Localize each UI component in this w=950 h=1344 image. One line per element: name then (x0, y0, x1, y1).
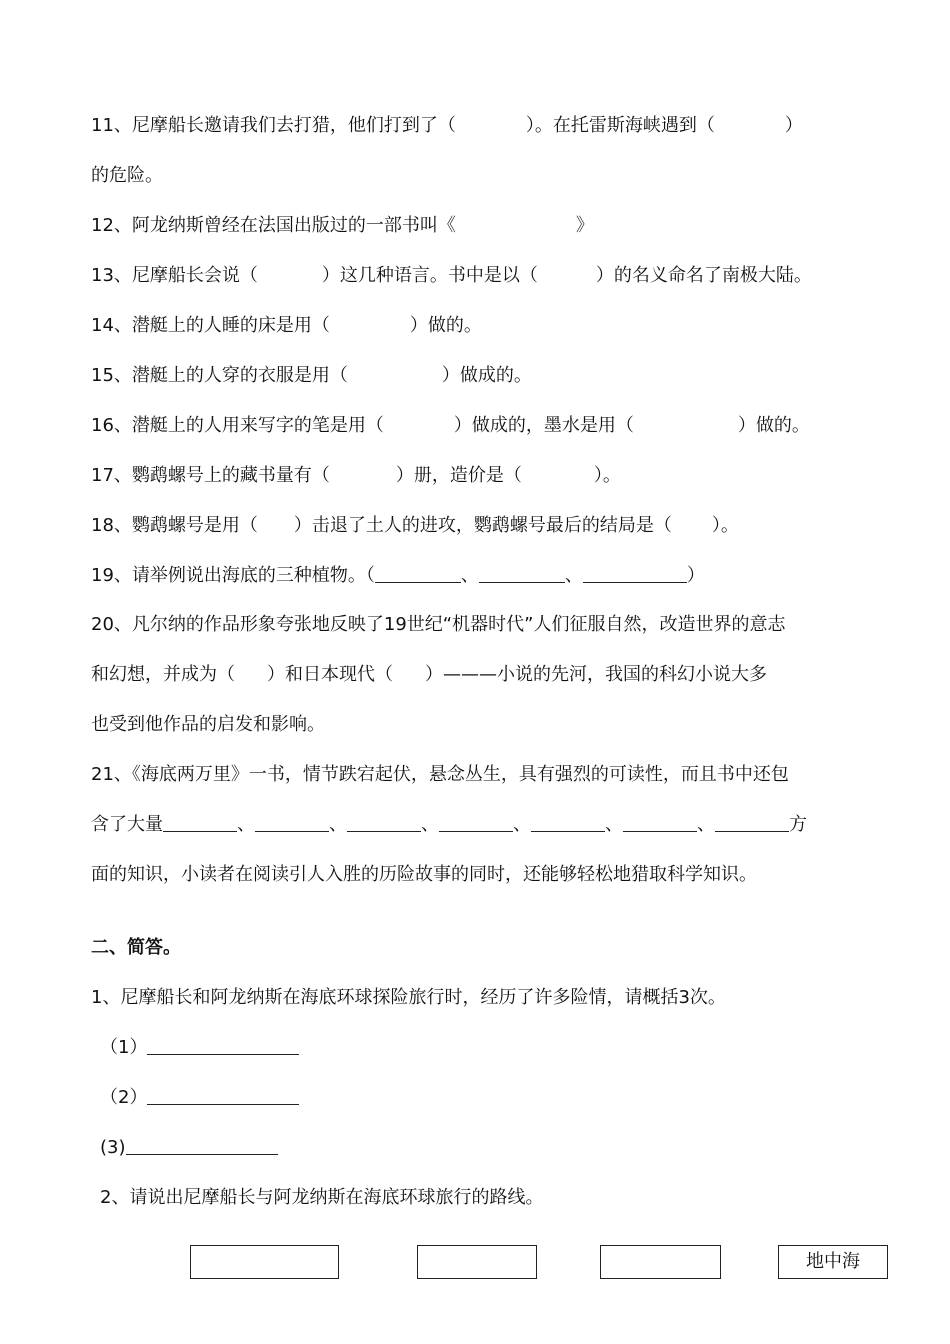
route-box-3[interactable] (600, 1245, 721, 1279)
answer-underline[interactable] (623, 813, 697, 832)
route-box-1[interactable] (190, 1245, 339, 1279)
short-answer-2: 2、请说出尼摩船长与阿龙纳斯在海底环球旅行的路线。 (100, 1187, 544, 1208)
question-11: 11、尼摩船长邀请我们去打猎，他们打到了（ ）。在托雷斯海峡遇到（ ） (91, 115, 803, 136)
question-18: 18、鹦鹉螺号是用（ ）击退了土人的进攻，鹦鹉螺号最后的结局是（ ）。 (91, 515, 739, 536)
answer-line-3: (3) (100, 1135, 278, 1161)
answer-underline[interactable] (147, 1086, 299, 1105)
answer-underline[interactable] (479, 564, 565, 583)
route-box-2[interactable] (417, 1245, 537, 1279)
question-17: 17、鹦鹉螺号上的藏书量有（ ）册，造价是（ ）。 (91, 465, 621, 486)
answer-underline[interactable] (163, 813, 237, 832)
answer-underline[interactable] (715, 813, 789, 832)
question-12: 12、阿龙纳斯曾经在法国出版过的一部书叫《 》 (91, 215, 594, 236)
question-13: 13、尼摩船长会说（ ）这几种语言。书中是以（ ）的名义命名了南极大陆。 (91, 265, 812, 286)
question-20-cont: 和幻想，并成为（ ）和日本现代（ ）———小说的先河，我国的科幻小说大多 (91, 664, 767, 685)
answer-underline[interactable] (347, 813, 421, 832)
question-14: 14、潜艇上的人睡的床是用（ ）做的。 (91, 315, 482, 336)
question-19: 19、请举例说出海底的三种植物。（ 、 、 ） (91, 565, 705, 586)
answer-underline[interactable] (439, 813, 513, 832)
route-box-mediterranean: 地中海 (778, 1245, 888, 1279)
answer-underline[interactable] (375, 564, 461, 583)
answer-line-2: （2） (100, 1085, 299, 1111)
section-heading: 二、简答。 (91, 937, 181, 958)
answer-underline[interactable] (255, 813, 329, 832)
answer-underline[interactable] (147, 1036, 299, 1055)
question-20-end: 也受到他作品的启发和影响。 (91, 714, 325, 735)
answer-underline[interactable] (583, 564, 687, 583)
short-answer-1: 1、尼摩船长和阿龙纳斯在海底环球探险旅行时，经历了许多险情，请概括3次。 (91, 987, 726, 1008)
answer-underline[interactable] (126, 1136, 278, 1155)
answer-line-1: （1） (100, 1035, 299, 1061)
question-21-end: 面的知识，小读者在阅读引人入胜的历险故事的同时，还能够轻松地猎取科学知识。 (91, 864, 757, 885)
answer-underline[interactable] (531, 813, 605, 832)
question-20: 20、凡尔纳的作品形象夸张地反映了19世纪“机器时代”人们征服自然，改造世界的意志 (91, 614, 786, 635)
question-21: 21、《海底两万里》一书，情节跌宕起伏，悬念丛生，具有强烈的可读性，而且书中还包 (91, 764, 789, 785)
question-21-cont: 含了大量 、 、 、 、 、 、 方 (91, 814, 807, 835)
question-15: 15、潜艇上的人穿的衣服是用（ ）做成的。 (91, 365, 532, 386)
question-11-cont: 的危险。 (91, 165, 163, 186)
question-16: 16、潜艇上的人用来写字的笔是用（ ）做成的，墨水是用（ ）做的。 (91, 415, 810, 436)
